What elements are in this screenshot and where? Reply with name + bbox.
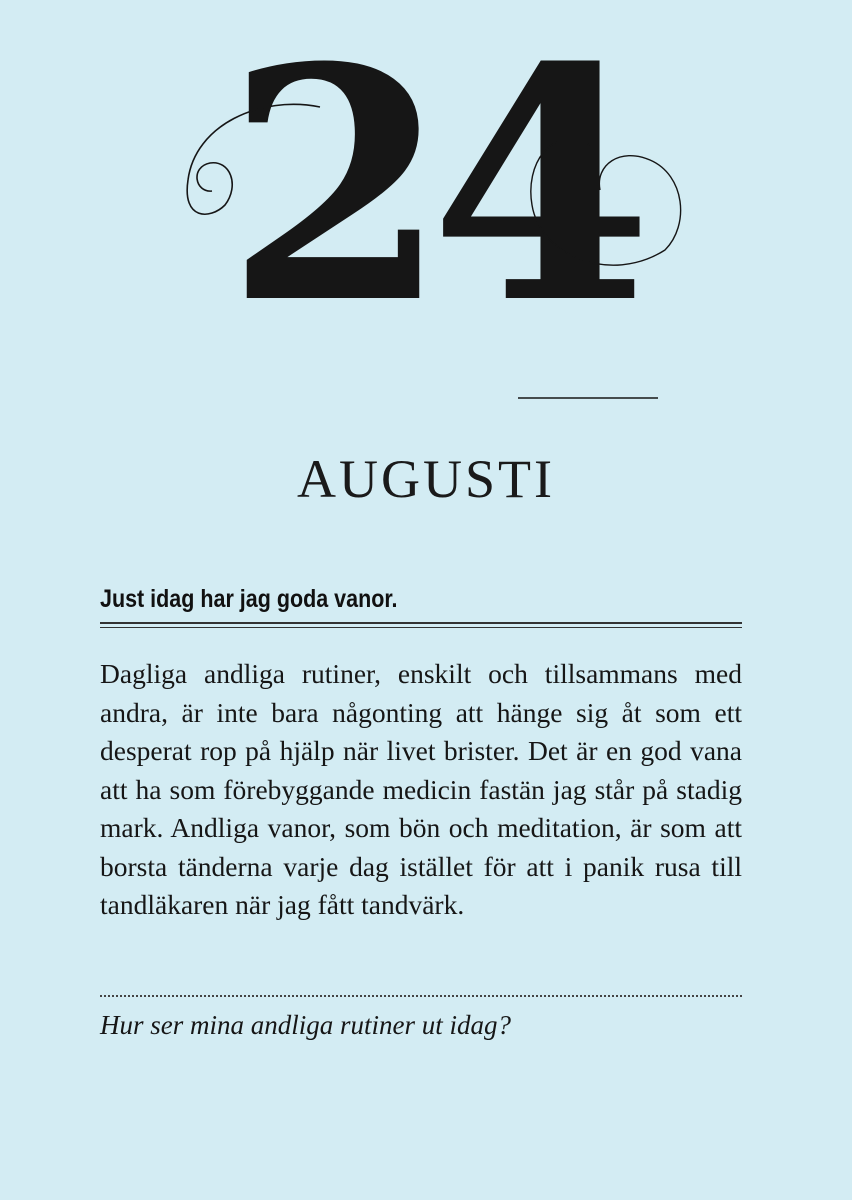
entry-headline: Just idag har jag goda vanor.: [100, 585, 398, 613]
double-rule-divider: [100, 622, 742, 628]
day-number-block: [170, 0, 690, 415]
decorative-swirls: [170, 85, 690, 415]
swirl-right-icon: [531, 140, 681, 265]
reflection-question: Hur ser mina andliga rutiner ut idag?: [100, 1010, 512, 1040]
day-number: 24: [225, 0, 635, 374]
month-label: AUGUSTI: [297, 449, 555, 509]
swirl-left-icon: [187, 104, 320, 214]
entry-body: Dagliga andliga rutiner, enskilt och tillsammans med andra, är inte bara någonting att hänge sig åt som ett desperat rop på hjälp när livet brister. Det är en god vana att ha som förebyggande medicin fastän jag står på stadig mark. Andliga vanor, som bön och meditation, är som att borsta tänderna varje dag istället för att i panik rusa till tandläkaren när jag fått tandvärk.: [100, 658, 742, 920]
dotted-rule-divider: [100, 995, 742, 997]
